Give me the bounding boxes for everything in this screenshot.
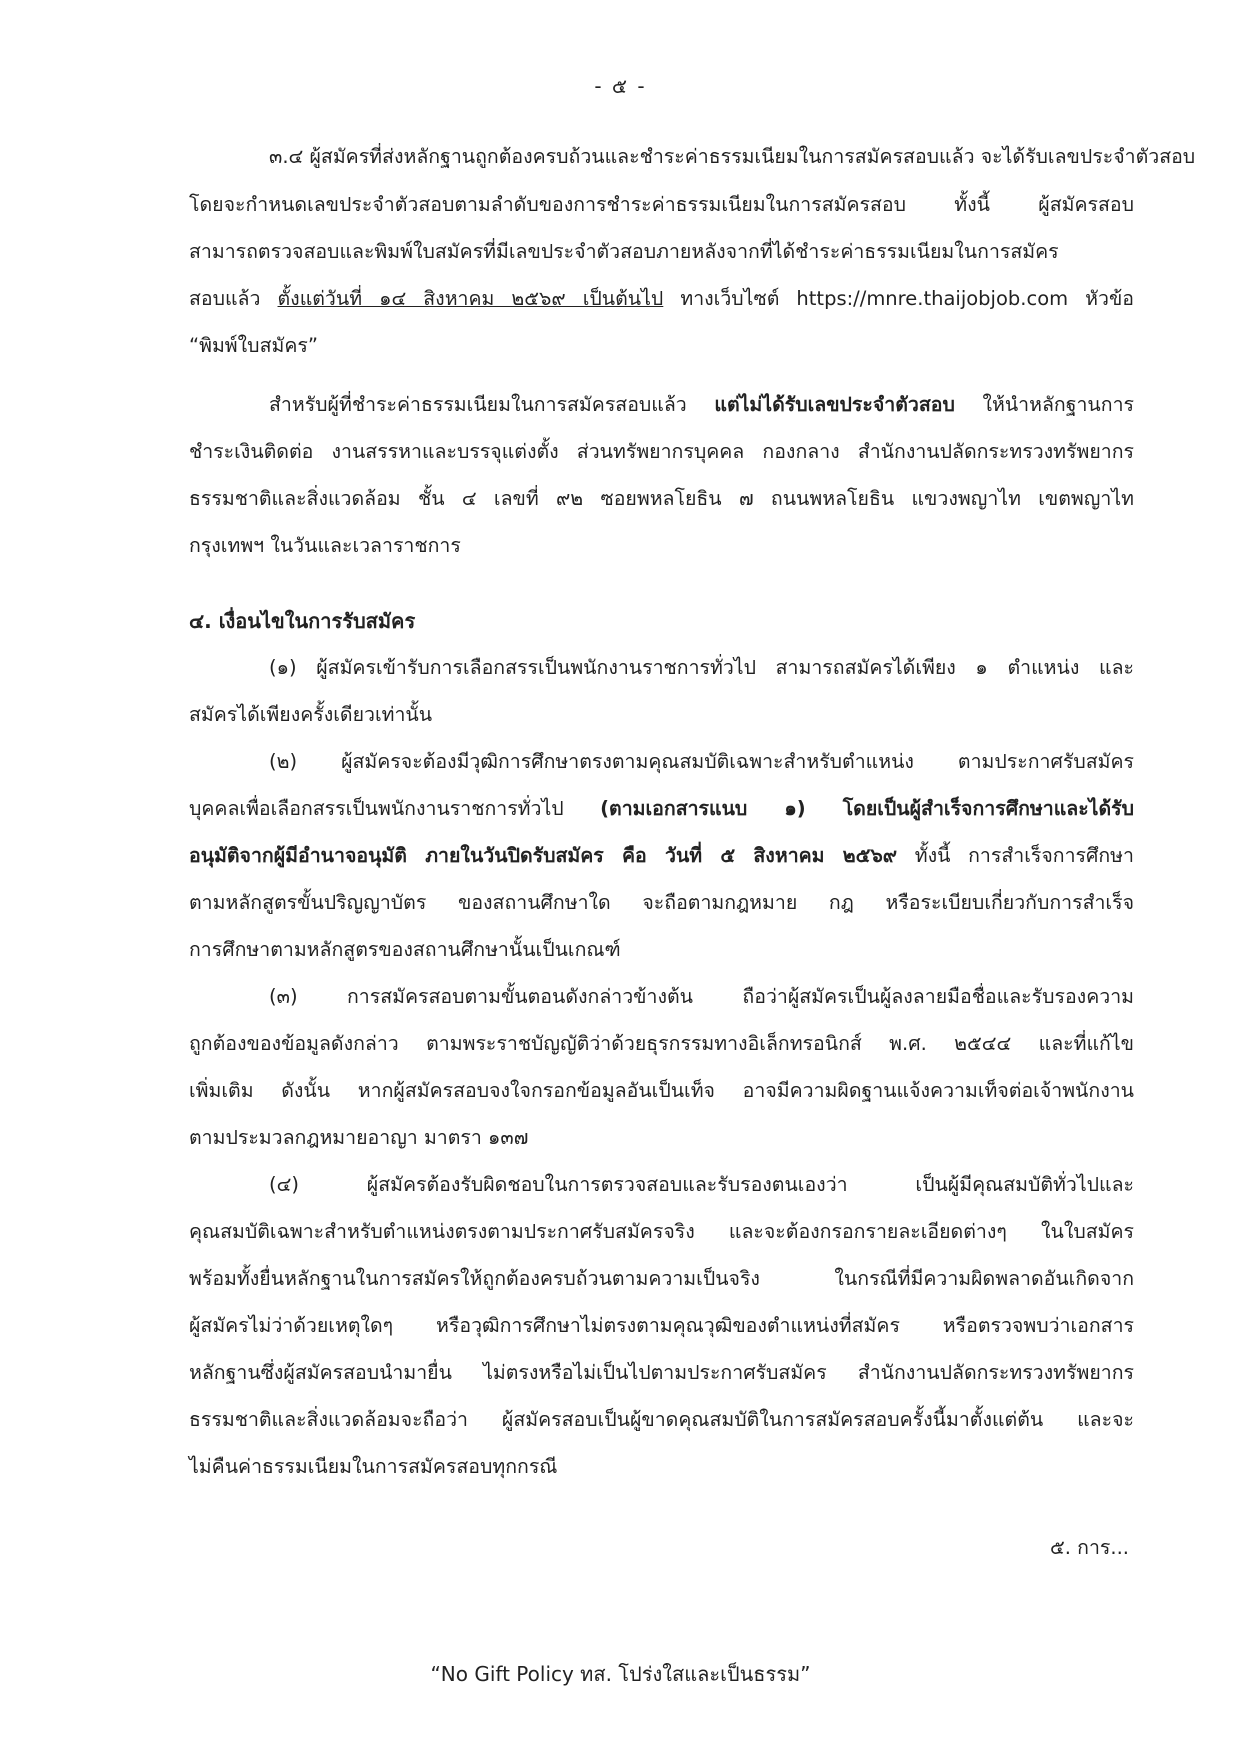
cond2-line-2 <box>189 794 1134 824</box>
sec34-line-2: โดยจะกำหนดเลขประจำตัวสอบตามลำดับของการชำระค่าธรรมเนียมในการสมัครสอบ ทั้งนี้ ผู้สมัครสอบ <box>189 193 1134 216</box>
cond1-line-1: (๑) ผู้สมัครเข้ารับการเลือกสรรเป็นพนักงานราชการทั่วไป สามารถสมัครได้เพียง ๑ ตำแหน่ง และ <box>269 656 1134 679</box>
cond1-line-2: สมัครได้เพียงครั้งเดียวเท่านั้น <box>189 703 433 726</box>
cond4-line-3: พร้อมทั้งยื่นหลักฐานในการสมัครให้ถูกต้องครบถ้วนตามความเป็นจริง ในกรณีที่มีความผิดพลาดอันเกิดจาก <box>189 1267 1134 1290</box>
cond2-line-2-bold: (ตามเอกสารแนบ ๑) โดยเป็นผู้สำเร็จการศึกษาและได้รับ <box>600 797 1135 820</box>
cond2-line-3 <box>189 841 1134 871</box>
cond4-line-4: ผู้สมัครไม่ว่าด้วยเหตุใดๆ หรือวุฒิการศึกษาไม่ตรงตามคุณวุฒิของตำแหน่งที่สมัคร หรือตรวจพบว่าเอกสาร <box>189 1314 1134 1337</box>
footer-policy: “No Gift Policy ทส. โปร่งใสและเป็นธรรม” <box>430 1662 811 1686</box>
cond2-line-3-bold: อนุมัติจากผู้มีอำนาจอนุมัติ ภายในวันปิดรับสมัคร คือ วันที่ ๕ สิงหาคม ๒๕๖๙ <box>189 844 898 867</box>
cond2-line-3-end: ทั้งนี้ การสำเร็จการศึกษา <box>914 844 1134 867</box>
page-number: - ๕ - <box>594 74 647 98</box>
note-line-1-start: สำหรับผู้ที่ชำระค่าธรรมเนียมในการสมัครสอบแล้ว <box>269 393 687 416</box>
sec34-line-5: “พิมพ์ใบสมัคร” <box>189 334 318 357</box>
cond2-line-2-start: บุคคลเพื่อเลือกสรรเป็นพนักงานราชการทั่วไป <box>189 797 564 820</box>
cond2-line-5: การศึกษาตามหลักสูตรของสถานศึกษานั้นเป็นเกณฑ์ <box>189 938 621 961</box>
continuation-marker: ๕. การ... <box>1050 1536 1129 1559</box>
note-line-1-end: ให้นำหลักฐานการ <box>982 393 1134 416</box>
cond4-line-1: (๔) ผู้สมัครต้องรับผิดชอบในการตรวจสอบและรับรองตนเองว่า เป็นผู้มีคุณสมบัติทั่วไปและ <box>269 1173 1134 1196</box>
sec34-date-underlined: ตั้งแต่วันที่ ๑๔ สิงหาคม ๒๕๖๙ เป็นต้นไป <box>277 287 664 310</box>
cond4-line-6: ธรรมชาติและสิ่งแวดล้อมจะถือว่า ผู้สมัครสอบเป็นผู้ขาดคุณสมบัติในการสมัครสอบครั้งนี้มาตั้งแต่ต้น และจะ <box>189 1408 1134 1431</box>
note-line-3: ธรรมชาติและสิ่งแวดล้อม ชั้น ๔ เลขที่ ๙๒ ซอยพหลโยธิน ๗ ถนนพหลโยธิน แขวงพญาไท เขตพญาไท <box>189 487 1134 510</box>
cond4-line-2: คุณสมบัติเฉพาะสำหรับตำแหน่งตรงตามประกาศรับสมัครจริง และจะต้องกรอกรายละเอียดต่างๆ ในใบสมัคร <box>189 1220 1134 1243</box>
sec34-line-4-start: สอบแล้ว <box>189 287 261 310</box>
sec34-line-4-end: ทางเว็บไซต์ https://mnre.thaijobjob.com หัวข้อ <box>680 287 1135 310</box>
note-line-1 <box>269 390 1134 420</box>
cond4-line-7: ไม่คืนค่าธรรมเนียมในการสมัครสอบทุกกรณี <box>189 1455 558 1478</box>
cond3-line-3: เพิ่มเติม ดังนั้น หากผู้สมัครสอบจงใจกรอกข้อมูลอันเป็นเท็จ อาจมีความผิดฐานแจ้งความเท็จต่อเจ้าพนักงาน <box>189 1079 1134 1102</box>
cond2-line-4: ตามหลักสูตรขั้นปริญญาบัตร ของสถานศึกษาใด จะถือตามกฎหมาย กฎ หรือระเบียบเกี่ยวกับการสำเร็จ <box>189 891 1134 914</box>
cond3-line-4: ตามประมวลกฎหมายอาญา มาตรา ๑๓๗ <box>189 1126 529 1149</box>
note-line-2: ชำระเงินติดต่อ งานสรรหาและบรรจุแต่งตั้ง ส่วนทรัพยากรบุคคล กองกลาง สำนักงานปลัดกระทรวงทรัพยากร <box>189 440 1134 463</box>
note-line-4: กรุงเทพฯ ในวันและเวลาราชการ <box>189 534 461 557</box>
sec4-heading: ๔. เงื่อนไขในการรับสมัคร <box>189 609 416 633</box>
cond4-line-5: หลักฐานซึ่งผู้สมัครสอบนำมายื่น ไม่ตรงหรือไม่เป็นไปตามประกาศรับสมัคร สำนักงานปลัดกระทรวงทรัพยากร <box>189 1361 1134 1384</box>
cond3-line-2: ถูกต้องของข้อมูลดังกล่าว ตามพระราชบัญญัติว่าด้วยธุรกรรมทางอิเล็กทรอนิกส์ พ.ศ. ๒๕๔๔ และที่แก้ไข <box>189 1032 1134 1055</box>
sec34-line-1: ๓.๔ ผู้สมัครที่ส่งหลักฐานถูกต้องครบถ้วนและชำระค่าธรรมเนียมในการสมัครสอบแล้ว จะได้รับเลขประจำตัวสอบ <box>269 145 1196 168</box>
sec34-line-3: สามารถตรวจสอบและพิมพ์ใบสมัครที่มีเลขประจำตัวสอบภายหลังจากที่ได้ชำระค่าธรรมเนียมในการสมัคร <box>189 240 1059 263</box>
cond3-line-1: (๓) การสมัครสอบตามขั้นตอนดังกล่าวข้างต้น ถือว่าผู้สมัครเป็นผู้ลงลายมือชื่อและรับรองความ <box>269 985 1134 1008</box>
note-line-1-bold: แต่ไม่ได้รับเลขประจำตัวสอบ <box>714 393 955 416</box>
sec34-line-4 <box>189 284 1134 314</box>
cond2-line-1: (๒) ผู้สมัครจะต้องมีวุฒิการศึกษาตรงตามคุณสมบัติเฉพาะสำหรับตำแหน่ง ตามประกาศรับสมัคร <box>269 750 1134 773</box>
